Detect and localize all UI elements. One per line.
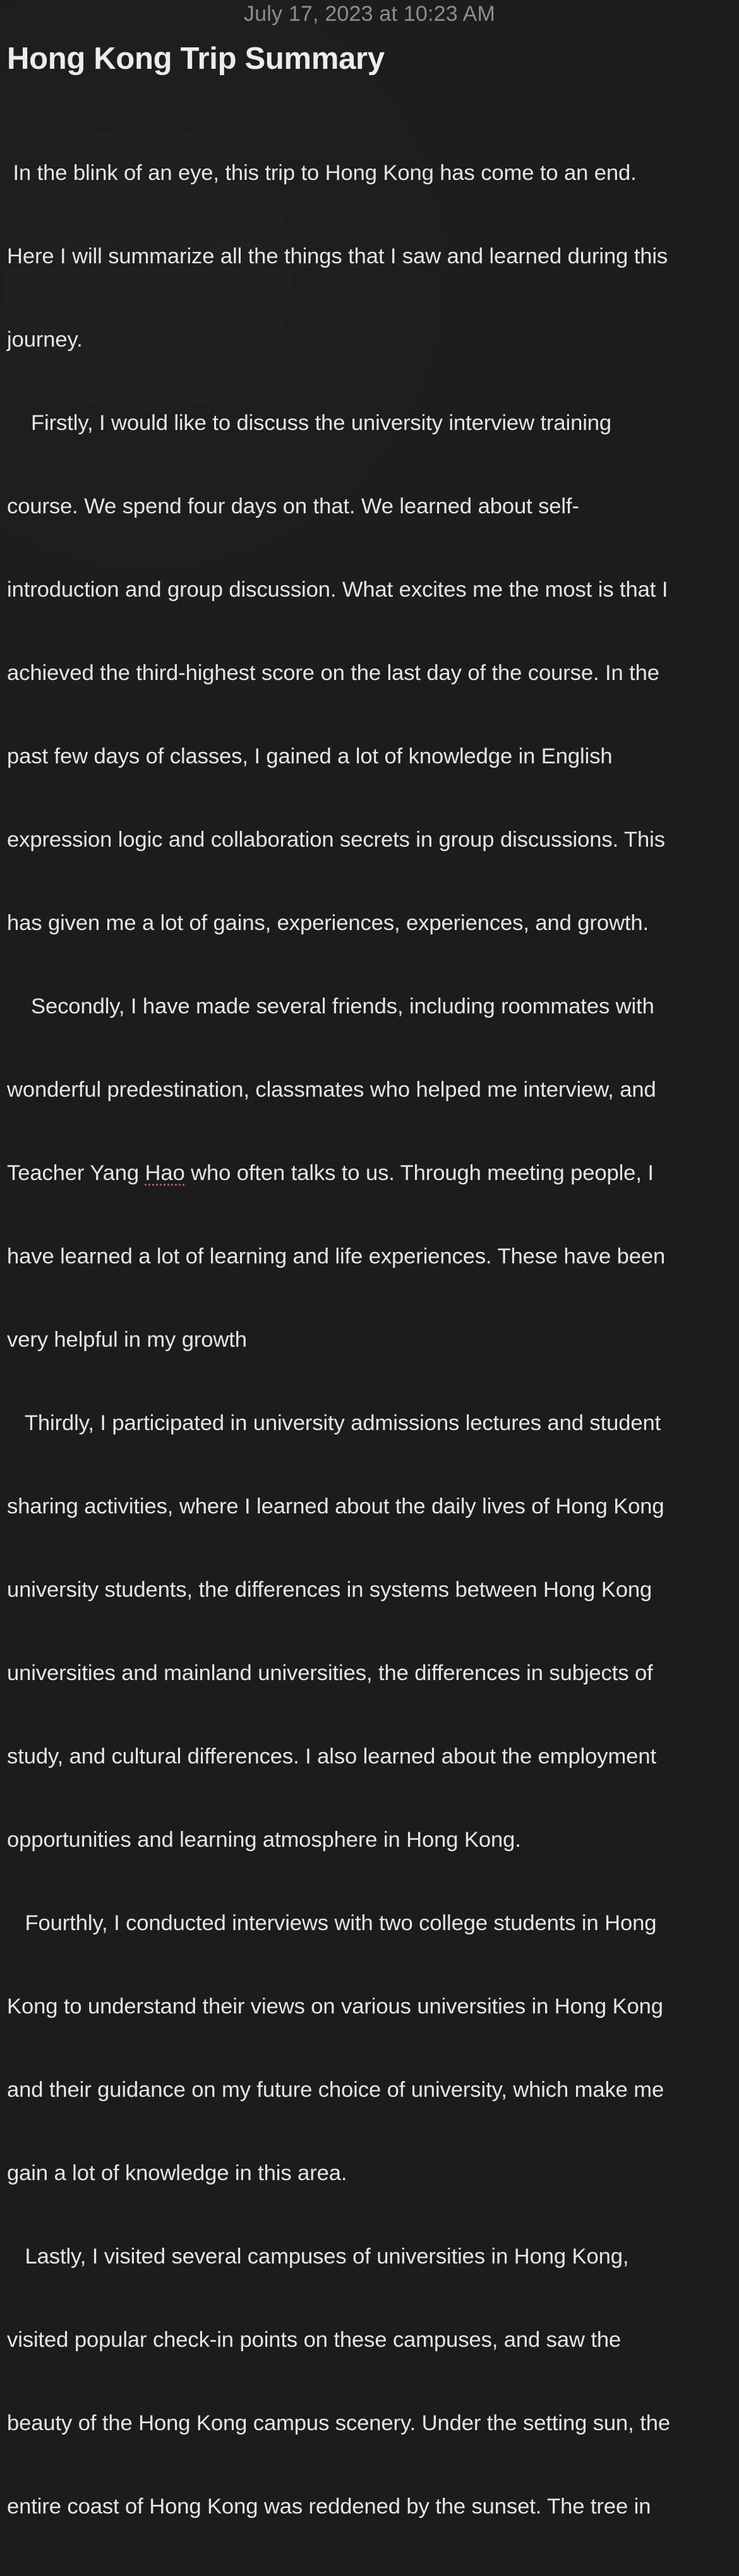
note-line: gain a lot of knowledge in this area. (7, 2161, 347, 2185)
note-line: journey. (7, 328, 83, 352)
note-line: Kong to understand their views on various universities in Hong Kong (7, 1995, 663, 2018)
note-line: Here I will summarize all the things that I saw and learned during this (7, 244, 668, 268)
note-line: entire coast of Hong Kong was reddened by the sunset. The tree in (7, 2495, 651, 2519)
note-line: has given me a lot of gains, experiences, experiences, and growth. (7, 911, 649, 935)
note-line: Lastly, I visited several campuses of universities in Hong Kong, (7, 2245, 629, 2269)
note-line: achieved the third-highest score on the last day of the course. In the (7, 661, 659, 685)
text-segment: Teacher Yang (7, 1161, 145, 1185)
note-line: sharing activities, where I learned about the daily lives of Hong Kong (7, 1494, 664, 1518)
note-line: have learned a lot of learning and life experiences. These have been (7, 1244, 666, 1268)
note-line-misspelled (7, 1159, 733, 1187)
note-line: university students, the differences in systems between Hong Kong (7, 1578, 652, 1602)
note-line: In the blink of an eye, this trip to Hong Kong has come to an end. (7, 161, 637, 185)
note-timestamp: July 17, 2023 at 10:23 AM (243, 2, 496, 26)
note-line: wonderful predestination, classmates who helped me interview, and (7, 1078, 656, 1102)
note-line: study, and cultural differences. I also learned about the employment (7, 1744, 656, 1768)
note-line: Firstly, I would like to discuss the university interview training (7, 411, 612, 435)
note-line: Fourthly, I conducted interviews with two college students in Hong (7, 1911, 657, 1935)
note-line: past few days of classes, I gained a lot of knowledge in English (7, 744, 613, 768)
misspelled-word[interactable]: Hao (145, 1161, 185, 1185)
note-line: expression logic and collaboration secrets in group discussions. This (7, 828, 665, 852)
note-line: beauty of the Hong Kong campus scenery. Under the setting sun, the (7, 2411, 670, 2435)
note-line: Thirdly, I participated in university admissions lectures and student (7, 1411, 661, 1435)
note-line: introduction and group discussion. What excites me the most is that I (7, 578, 668, 602)
note-title[interactable]: Hong Kong Trip Summary (7, 42, 385, 76)
note-body[interactable] (7, 104, 733, 2576)
note-line: very helpful in my growth (7, 1328, 247, 1352)
note-line: and their guidance on my future choice of university, which make me (7, 2078, 664, 2102)
note-line: Secondly, I have made several friends, including roommates with (7, 994, 654, 1018)
note-line: universities and mainland universities, the differences in subjects of (7, 1661, 653, 1685)
note-line: course. We spend four days on that. We learned about self- (7, 494, 579, 518)
note-line: opportunities and learning atmosphere in Hong Kong. (7, 1828, 521, 1852)
text-segment: who often talks to us. Through meeting people, I (184, 1161, 654, 1185)
note-line: visited popular check-in points on these campuses, and saw the (7, 2328, 622, 2352)
